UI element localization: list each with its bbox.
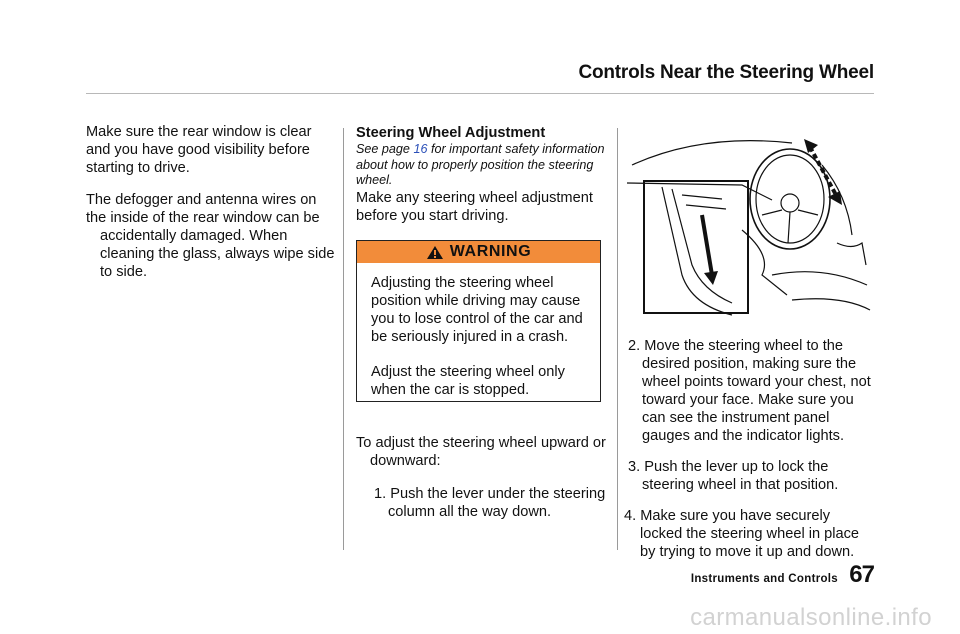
section-label: Instruments and Controls bbox=[690, 573, 838, 585]
safety-note bbox=[356, 142, 606, 189]
warning-header bbox=[357, 241, 600, 263]
instructions-text: To adjust the steering wheel upward or downward: bbox=[356, 435, 606, 469]
warning-label: WARNING bbox=[449, 243, 532, 260]
safety-note-prefix: See page bbox=[356, 142, 414, 156]
section-heading: Steering Wheel Adjustment bbox=[356, 125, 546, 141]
page-number: 67 bbox=[849, 561, 874, 588]
intro-text: Make any steering wheel adjustment before you start driving. bbox=[356, 189, 593, 224]
step-1: 1. Push the lever under the steering column all the way down. bbox=[374, 486, 606, 520]
warning-text-1: Adjusting the steering wheel position while driving may cause you to lose control of the car and be seriously injured in a crash. bbox=[371, 275, 583, 345]
tilt-arrow-icon bbox=[804, 139, 842, 205]
warning-body bbox=[371, 274, 597, 399]
warning-triangle-icon bbox=[426, 245, 444, 260]
page-title: Controls Near the Steering Wheel bbox=[578, 62, 874, 83]
step-3: 3. Push the lever up to lock the steering wheel in that position. bbox=[628, 459, 839, 493]
column-divider-right bbox=[617, 128, 618, 550]
instructions-block bbox=[356, 434, 606, 521]
safety-note-suffix: for important safety information about how to properly position the steering wheel. bbox=[356, 142, 605, 187]
warning-text-2: Adjust the steering wheel only when the car is stopped. bbox=[371, 364, 565, 398]
page-link[interactable]: 16 bbox=[413, 142, 428, 156]
step-2: 2. Move the steering wheel to the desired position, making sure the wheel points toward your chest, not toward your face. Make sure you can see the instrument panel gauges and the indicator lights. bbox=[628, 338, 871, 444]
steering-wheel-illustration bbox=[622, 125, 872, 325]
column-divider-left bbox=[343, 128, 344, 550]
rear-window-paragraph: Make sure the rear window is clear and you have good visibility before starting to drive. bbox=[86, 124, 312, 176]
left-column bbox=[86, 123, 336, 281]
warning-box bbox=[356, 240, 601, 402]
middle-column bbox=[356, 124, 606, 225]
watermark: carmanualsonline.info bbox=[690, 604, 932, 631]
right-column bbox=[624, 337, 874, 561]
defogger-line2: accidentally damaged. When cleaning the glass, always wipe side to side. bbox=[100, 228, 335, 280]
defogger-paragraph bbox=[86, 191, 336, 281]
defogger-line1: The defogger and antenna wires on the inside of the rear window can be bbox=[86, 192, 320, 226]
lever-down-arrow-icon bbox=[702, 215, 718, 285]
header-rule bbox=[86, 93, 874, 94]
step-4: 4. Make sure you have securely locked the steering wheel in place by trying to move it up and down. bbox=[624, 508, 860, 560]
